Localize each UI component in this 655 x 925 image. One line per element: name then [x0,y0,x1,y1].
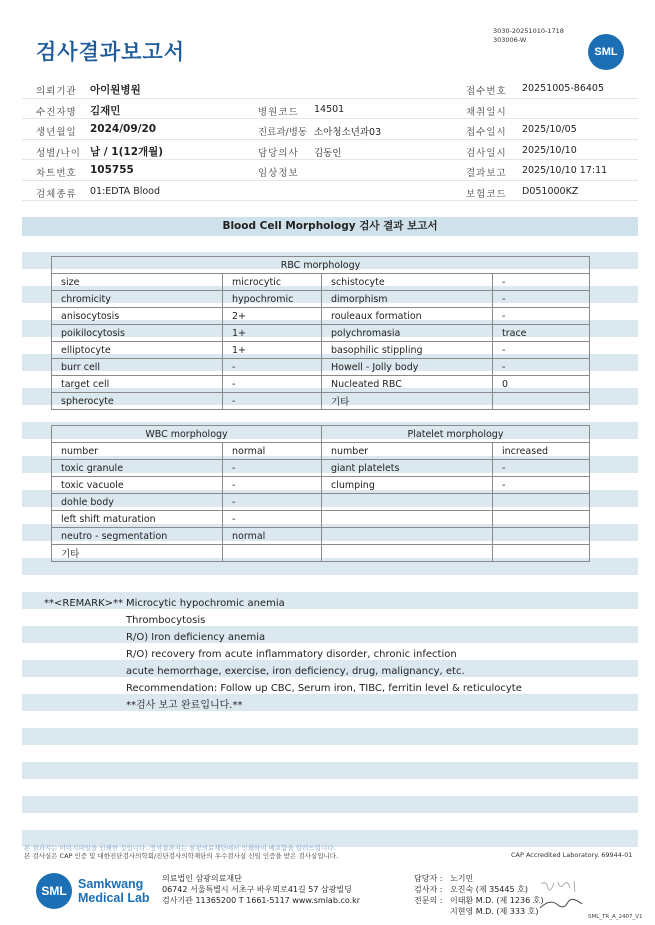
dob-label: 생년월일 [36,127,77,138]
table-cell [322,528,493,545]
brand-line: Medical Lab [78,891,150,905]
remark-line: **검사 보고 완료입니다.** [126,700,243,711]
table-cell: polychromasia [322,325,493,342]
info-row [22,160,638,181]
table-cell: toxic vacuole [52,477,223,494]
table-cell: chromicity [52,291,223,308]
staff-label: 전문의 : [414,896,443,905]
samkwang-logo [36,873,150,909]
info-row [22,78,638,99]
table-cell: - [493,477,590,494]
table-cell [493,528,590,545]
table-cell: spherocyte [52,393,223,410]
table-cell: anisocytosis [52,308,223,325]
table-cell: microcytic [223,274,322,291]
background-stripe [22,762,638,779]
table-cell: - [223,494,322,511]
table-cell: - [223,359,322,376]
report-date-value: 2025/10/10 17:11 [522,165,608,176]
table-cell: basophilic stippling [322,342,493,359]
organization-info [162,873,360,906]
table-row [52,477,590,494]
table-cell: - [493,291,590,308]
report-title: Blood Cell Morphology 검사 결과 보고서 [22,217,638,236]
table-cell: elliptocyte [52,342,223,359]
cap-accreditation: CAP Accredited Laboratory. 69944-01 [511,851,633,859]
table-cell: target cell [52,376,223,393]
document-id [493,27,564,45]
table-cell: normal [223,443,322,460]
table-row [52,443,590,460]
staff-value: 노기민 [450,874,474,883]
staff-value: 이태환 M.D. (제 1236 호) [450,896,544,905]
patient-info-section [22,78,638,201]
remark-line: acute hemorrhage, exercise, iron deficiency, drug, malignancy, etc. [126,666,465,677]
background-stripe [22,728,638,745]
table-cell: number [322,443,493,460]
dob-value: 2024/09/20 [90,123,157,135]
table-cell: 1+ [223,342,322,359]
report-date-label: 결과보고 [466,168,507,179]
table-header-row [52,426,590,443]
sml-logo-icon: SML [36,873,72,909]
remark-text [126,595,522,714]
specimen-value: 01:EDTA Blood [90,185,161,197]
background-stripe [22,796,638,813]
table-cell: - [493,342,590,359]
test-date-value: 2025/10/10 [522,144,577,156]
info-row [22,140,638,161]
table-cell [322,545,493,562]
org-contact: 검사기관 11365200 T 1661-5117 www.smlab.co.kr [162,896,361,905]
table-cell: neutro - segmentation [52,528,223,545]
signature-icon [538,878,588,912]
dept-label: 진료과/병동 [258,127,308,138]
remark-line: R/O) Iron deficiency anemia [126,632,266,643]
certification-notice: 본 검사실은 CAP 인증 및 대한진단검사의학회/진단검사의학재단의 우수검사실 신임 인증을 받은 검사실입니다. [24,852,339,860]
table-header-row [52,257,590,274]
org-name: 의료법인 삼광의료재단 [162,874,242,883]
table-row [52,325,590,342]
dept-value: 소아청소년과03 [314,127,382,138]
document-id-line-1: 3030-20251010-1718 [493,27,564,35]
table-row [52,274,590,291]
form-code: SML_TR_A_2407_V1 [588,914,643,920]
table-cell: toxic granule [52,460,223,477]
table-cell: dimorphism [322,291,493,308]
table-cell [322,494,493,511]
specimen-label: 검체종류 [36,188,77,200]
receipt-date-value: 2025/10/05 [522,124,577,135]
table-cell: - [223,376,322,393]
table-cell: clumping [322,477,493,494]
chart-no-value: 105755 [90,164,134,176]
staff-label: 담당자 : [414,874,443,883]
table-cell: left shift maturation [52,511,223,528]
table-cell: size [52,274,223,291]
table-cell: - [493,359,590,376]
rbc-morphology-table [51,256,590,410]
rbc-header: RBC morphology [52,257,590,274]
table-row [52,342,590,359]
table-cell: - [223,511,322,528]
page-title: 검사결과보고서 [36,40,186,64]
info-row [22,181,638,202]
table-cell [493,511,590,528]
test-date-label: 검사일시 [466,147,507,159]
table-row [52,528,590,545]
table-cell [223,545,322,562]
table-cell: - [493,460,590,477]
table-cell: 2+ [223,308,322,325]
table-cell: trace [493,325,590,342]
table-cell: increased [493,443,590,460]
table-cell: - [493,274,590,291]
table-cell: burr cell [52,359,223,376]
remark-line: Microcytic hypochromic anemia [126,598,285,609]
table-cell: number [52,443,223,460]
hospital-code-label: 병원코드 [258,106,299,118]
institution-label: 의뢰기관 [36,86,77,97]
table-cell: 기타 [322,393,493,410]
sex-age-value: 남 / 1(12개월) [90,145,164,158]
sex-age-label: 성별/나이 [36,147,81,159]
table-cell [493,545,590,562]
receipt-no-label: 접수번호 [466,86,507,97]
sml-logo-icon: SML [588,34,624,70]
platelet-header: Platelet morphology [322,426,590,443]
table-cell [322,511,493,528]
document-id-line-2: 303006-W [493,36,527,44]
table-cell: - [223,477,322,494]
table-cell: rouleaux formation [322,308,493,325]
staff-label: 검사자 : [414,885,443,894]
wbc-header: WBC morphology [52,426,322,443]
remark-line: Recommendation: Follow up CBC, Serum iron, TIBC, ferritin level & reticulocyte [126,683,522,694]
clinical-info-label: 임상정보 [258,168,299,179]
table-row [52,291,590,308]
chart-no-label: 차트번호 [36,168,77,179]
remark-line: R/O) recovery from acute inflammatory disorder, chronic infection [126,649,457,660]
table-cell: normal [223,528,322,545]
remark-label: **<REMARK>** [44,598,123,609]
table-row [52,376,590,393]
org-address: 06742 서울특별시 서초구 바우뫼로41길 57 삼광빌딩 [162,885,352,894]
table-row [52,494,590,511]
info-row [22,119,638,140]
staff-value: 지현영 M.D. (제 333 호) [450,907,539,916]
table-cell: - [223,460,322,477]
doctor-label: 담당의사 [258,147,299,159]
brand-line: Samkwang [78,877,144,891]
info-row [22,99,638,120]
receipt-no-value: 20251005-86405 [522,83,605,94]
table-cell: Nucleated RBC [322,376,493,393]
table-cell [493,494,590,511]
wbc-platelet-morphology-table [51,425,590,562]
table-row [52,308,590,325]
table-row [52,511,590,528]
table-cell: poikilocytosis [52,325,223,342]
table-cell: 기타 [52,545,223,562]
table-cell: dohle body [52,494,223,511]
table-cell: 0 [493,376,590,393]
insurance-code-value: D051000KZ [522,185,579,197]
table-cell: hypochromic [223,291,322,308]
table-cell: schistocyte [322,274,493,291]
image-notice: 본 결과지는 이미지파일을 인쇄한 것입니다. 정식결과지는 삼광의료재단에서 인쇄하여 배포함을 알려드립니다. [24,844,336,852]
table-cell [493,393,590,410]
table-row [52,545,590,562]
remark-line: Thrombocytosis [126,615,206,626]
doctor-value: 김동인 [314,147,342,159]
table-row [52,359,590,376]
hospital-code-value: 14501 [314,103,345,115]
staff-value: 오진숙 (제 35445 호) [450,885,528,894]
name-value: 김재민 [90,104,121,117]
institution-value: 아이원병원 [90,84,141,96]
name-label: 수진자명 [36,106,77,118]
table-cell: - [223,393,322,410]
table-cell: giant platelets [322,460,493,477]
collection-date-label: 채취일시 [466,106,507,118]
table-cell: Howell - Jolly body [322,359,493,376]
brand-name [78,877,150,905]
table-row [52,460,590,477]
table-cell: - [493,308,590,325]
table-row [52,393,590,410]
receipt-date-label: 접수일시 [466,127,507,138]
insurance-code-label: 보험코드 [466,188,507,200]
table-cell: 1+ [223,325,322,342]
